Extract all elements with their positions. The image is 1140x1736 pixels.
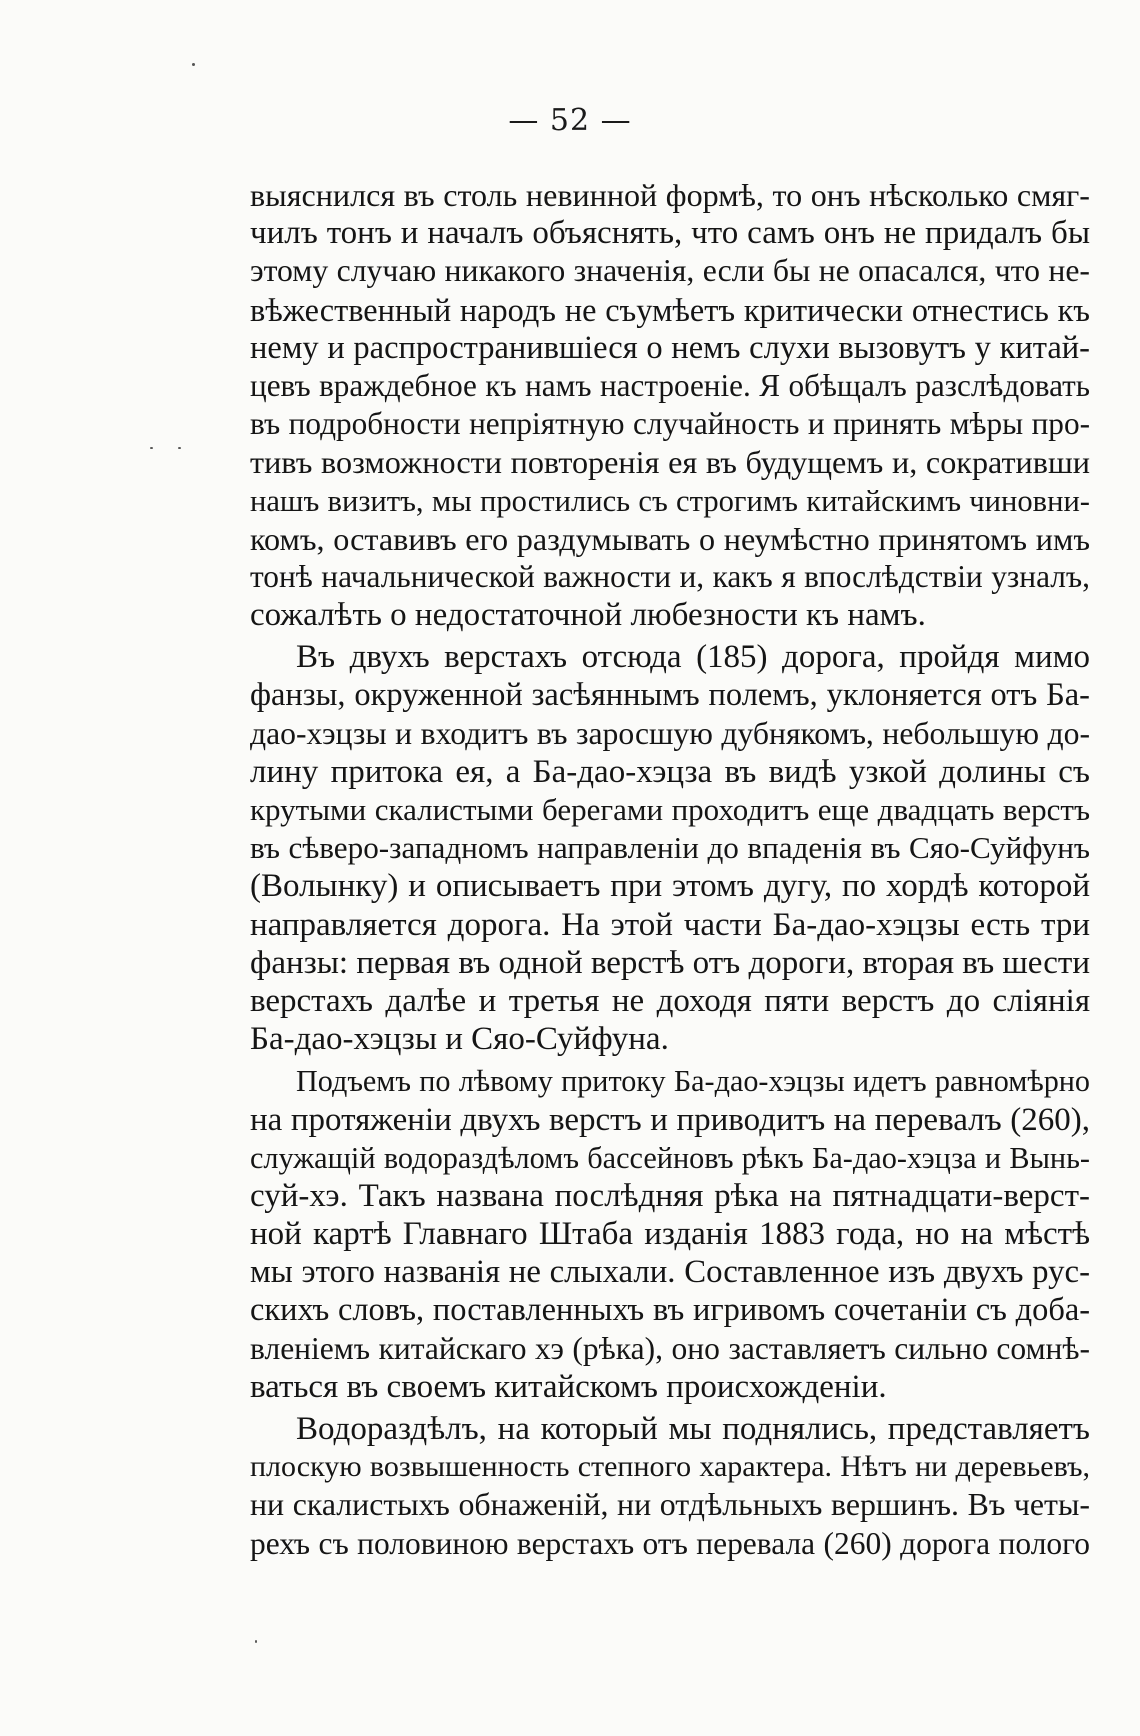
paragraph-2 xyxy=(250,638,1090,1058)
text-line: тивъ возможности повторенія ея въ будущемъ и, сокративши xyxy=(250,444,1090,481)
body-text xyxy=(250,176,1090,1563)
text-line: дао-хэцзы и входитъ въ заросшую дубнякомъ, небольшую до- xyxy=(250,715,1090,751)
text-line: направляется дорога. На этой части Ба-дао-хэцзы есть три xyxy=(250,906,1090,943)
paragraph-4 xyxy=(250,1410,1090,1563)
text-line: въ сѣверо-западномъ направленіи до впаденія въ Сяо-Суйфунъ xyxy=(250,830,1090,866)
text-line: фанзы, окруженной засѣяннымъ полемъ, уклоняется отъ Ба- xyxy=(250,677,1090,714)
text-line: служащій водораздѣломъ бассейновъ рѣкъ Ба-дао-хэцза и Вынь- xyxy=(250,1140,1090,1175)
text-line: вленіемъ китайскаго хэ (рѣка), оно заставляетъ сильно сомнѣ- xyxy=(250,1330,1090,1366)
text-line: ваться въ своемъ китайскомъ происхожденіи. xyxy=(250,1368,887,1405)
text-line: Водораздѣлъ, на который мы поднялись, представляетъ xyxy=(296,1411,1090,1447)
text-line: цевъ враждебное къ намъ настроеніе. Я обѣщалъ разслѣдовать xyxy=(250,367,1090,403)
text-line: плоскую возвышенность степного характера. Нѣтъ ни деревьевъ, xyxy=(250,1450,1090,1484)
text-line: тонѣ начальнической важности и, какъ я впослѣдствіи узналъ, xyxy=(250,558,1090,594)
text-line: выяснился въ столь невинной формѣ, то онъ нѣсколько смяг- xyxy=(250,177,1090,213)
page-number: — 52 — xyxy=(508,103,632,138)
text-line: (Волынку) и описываетъ при этомъ дугу, по хордѣ которой xyxy=(250,868,1090,905)
text-line: нему и распространившіеся о немъ слухи вызовутъ у китай- xyxy=(250,329,1090,366)
paragraph-3 xyxy=(250,1062,1090,1406)
text-line: Подъемъ по лѣвому притоку Ба-дао-хэцзы идетъ равномѣрно xyxy=(296,1064,1090,1099)
text-line: этому случаю никакого значенія, если бы не опасался, что не- xyxy=(250,253,1090,289)
text-line: Въ двухъ верстахъ отсюда (185) дорога, пройдя мимо xyxy=(296,639,1090,676)
text-line: крутыми скалистыми берегами проходитъ еще двадцать верстъ xyxy=(250,792,1090,827)
text-line: комъ, оставивъ его раздумывать о неумѣстно принятомъ имъ xyxy=(250,520,1090,557)
text-line: ни скалистыхъ обнаженій, ни отдѣльныхъ вершинъ. Въ четы- xyxy=(250,1487,1090,1523)
text-line: въ подробности непріятную случайность и принять мѣры про- xyxy=(250,406,1090,442)
text-line: мы этого названія не слыхали. Составленное изъ двухъ рус- xyxy=(250,1254,1090,1291)
scan-speck xyxy=(192,63,195,66)
text-line: суй-хэ. Такъ названа послѣдняя рѣка на пятнадцати-верст- xyxy=(250,1177,1090,1214)
text-line: сожалѣть о недостаточной любезности къ намъ. xyxy=(250,597,926,634)
text-line: Ба-дао-хэцзы и Сяо-Суйфуна. xyxy=(250,1021,669,1058)
text-line: ной картѣ Главнаго Штаба изданія 1883 года, но на мѣстѣ xyxy=(250,1216,1090,1253)
text-line: верстахъ далѣе и третья не доходя пяти верстъ до сліянія xyxy=(250,982,1090,1019)
text-line: рехъ съ половиною верстахъ отъ перевала (260) дорога полого xyxy=(250,1525,1090,1561)
scan-speck xyxy=(255,1640,257,1643)
paragraph-1 xyxy=(250,176,1090,634)
text-line: вѣжественный народъ не съумѣетъ критически отнестись къ xyxy=(250,291,1090,328)
scan-speck xyxy=(178,447,181,449)
text-line: нашъ визитъ, мы простились съ строгимъ китайскимъ чиновни- xyxy=(250,483,1090,518)
text-line: фанзы: первая въ одной верстѣ отъ дороги, вторая въ шести xyxy=(250,944,1090,981)
text-line: лину притока ея, а Ба-дао-хэцза въ видѣ узкой долины съ xyxy=(250,753,1090,790)
text-line: чилъ тонъ и началъ объяснять, что самъ онъ не придалъ бы xyxy=(250,215,1090,252)
text-line: на протяженіи двухъ верстъ и приводитъ на перевалъ (260), xyxy=(250,1101,1090,1138)
text-line: скихъ словъ, поставленныхъ въ игривомъ сочетаніи съ доба- xyxy=(250,1292,1090,1329)
scan-speck xyxy=(150,447,153,449)
